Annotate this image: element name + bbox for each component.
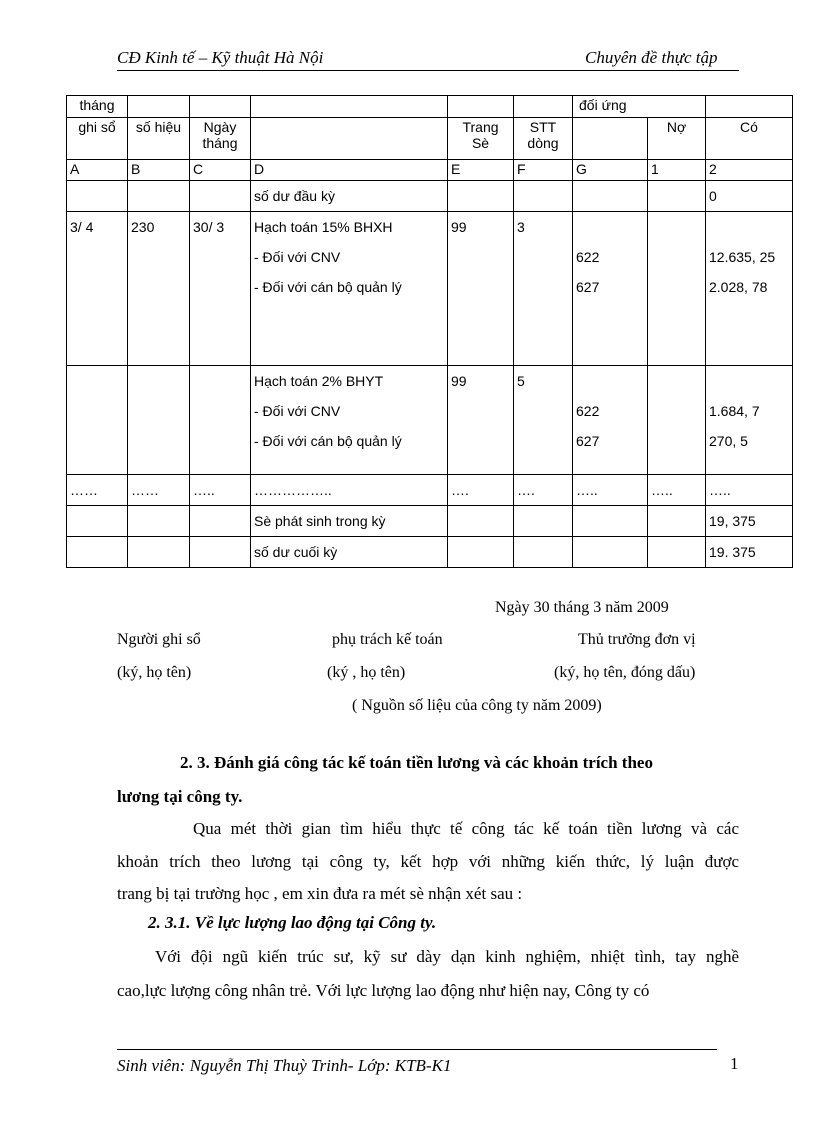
head-ghi-so: ghi sổ: [67, 118, 128, 160]
signature-director-note: (ký, họ tên, đóng dấu): [554, 664, 696, 681]
para1-line2: khoản trích theo lương tại công ty, kết hợp với những kiến thức, lý luận được: [117, 852, 739, 871]
signature-accountant-note: (ký , họ tên): [327, 664, 406, 681]
arising-row: Sè phát sinh trong kỳ 19, 375: [67, 506, 793, 537]
subsection-heading: 2. 3.1. Về lực lượng lao động tại Công ty.: [148, 913, 437, 932]
ledger-table: [66, 95, 793, 568]
opening-balance-row: số dư đầu kỳ 0: [67, 181, 793, 212]
para1-line3: trang bị tại trường học , em xin đưa ra mét sè nhận xét sau :: [117, 884, 523, 903]
footer-student: Sinh viên: Nguyễn Thị Thuỳ Trinh- Lớp: KTB-K1: [117, 1056, 452, 1075]
entry-bhyt-row: Hạch toán 2% BHYT - Đối với CNV - Đối với cán bộ quản lý 99 5 622 627 1.684, 7 270, 5: [67, 366, 793, 475]
head-co: Có: [706, 118, 793, 160]
signature-director: Thủ trưởng đơn vị: [578, 631, 696, 648]
entry-bhxh-row: 3/ 4 230 30/ 3 Hạch toán 15% BHXH - Đối với CNV - Đối với cán bộ quản lý 99 3 622 627 12.635, 25 2.028, 78: [67, 212, 793, 366]
head-so-hieu: số hiệu: [128, 118, 190, 160]
source-note: ( Nguồn số liệu của công ty năm 2009): [352, 697, 602, 714]
section-heading-line1: 2. 3. Đánh giá công tác kế toán tiền lương và các khoản trích theo: [180, 753, 653, 772]
header-rule: [117, 70, 739, 71]
head-stt-dong: STT dòng: [514, 118, 573, 160]
signature-recorder: Người ghi sổ: [117, 631, 201, 648]
page-number: 1: [730, 1054, 739, 1073]
head-trang-so: Trang Sè: [448, 118, 514, 160]
head-no: Nợ: [648, 118, 706, 160]
para2-line1: Với đội ngũ kiến trúc sư, kỹ sư dày dạn kinh nghiệm, nhiệt tình, tay nghề: [155, 947, 739, 966]
signature-recorder-note: (ký, họ tên): [117, 664, 192, 681]
ellipsis-row: …… …… ….. …………….. …. …. ….. ….. …..: [67, 475, 793, 506]
header-school: CĐ Kinh tế – Kỹ thuật Hà Nội: [117, 48, 324, 67]
closing-balance-row: số dư cuối kỳ 19. 375: [67, 537, 793, 568]
footer-rule: [117, 1049, 717, 1050]
head-doi-ung: đối ứng: [573, 96, 706, 118]
para2-line2: cao,lực lượng công nhân trẻ. Với lực lượng lao động như hiện nay, Công ty có: [117, 981, 650, 1000]
header-title: Chuyên đề thực tập: [585, 48, 718, 67]
signature-date: Ngày 30 tháng 3 năm 2009: [495, 599, 669, 616]
para1-line1: Qua mét thời gian tìm hiểu thực tế công tác kế toán tiền lương và các: [193, 819, 739, 838]
head-thang: tháng: [67, 96, 128, 118]
head-ngay-thang: Ngày tháng: [190, 118, 251, 160]
section-heading-line2: lương tại công ty.: [117, 787, 243, 806]
letters-row: A B C D E F G 1 2: [67, 160, 793, 181]
signature-accountant: phụ trách kế toán: [332, 631, 443, 648]
